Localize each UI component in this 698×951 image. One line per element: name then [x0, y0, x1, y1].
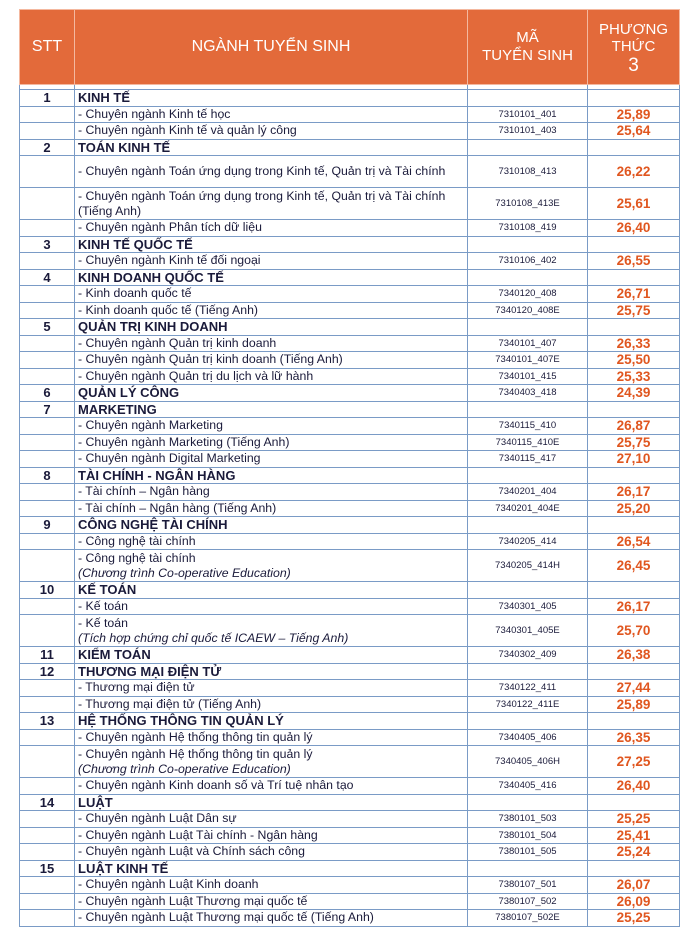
- row-program-name: - Chuyên ngành Kinh tế và quản lý công: [75, 123, 468, 140]
- row-stt: [20, 106, 75, 123]
- row-score: 25,33: [588, 368, 680, 385]
- row-program-name: THƯƠNG MẠI ĐIỆN TỬ: [75, 663, 468, 680]
- group-row: [20, 517, 680, 534]
- group-row: [20, 319, 680, 336]
- table-row: [20, 696, 680, 713]
- program-name-text: - Công nghệ tài chính: [78, 550, 196, 565]
- table-row: [20, 484, 680, 501]
- row-score: 27,25: [588, 746, 680, 778]
- row-stt: 13: [20, 713, 75, 730]
- row-code: 7310108_413E: [468, 188, 588, 220]
- row-program-name: KINH TẾ: [75, 90, 468, 107]
- row-stt: [20, 220, 75, 237]
- row-code: 7340201_404E: [468, 500, 588, 517]
- row-code: 7340403_418: [468, 385, 588, 402]
- group-row: [20, 139, 680, 156]
- group-row: [20, 582, 680, 599]
- row-score: 26,40: [588, 778, 680, 795]
- row-program-name: KINH DOANH QUỐC TẾ: [75, 269, 468, 286]
- row-code: 7340205_414: [468, 533, 588, 550]
- row-score: [588, 269, 680, 286]
- row-code: [468, 139, 588, 156]
- row-program-name: KINH TẾ QUỐC TẾ: [75, 236, 468, 253]
- row-score: 26,71: [588, 286, 680, 303]
- row-code: 7340122_411: [468, 680, 588, 697]
- row-code: 7380107_502: [468, 893, 588, 910]
- row-code: 7310106_402: [468, 253, 588, 270]
- row-code: 7340405_406H: [468, 746, 588, 778]
- row-code: [468, 663, 588, 680]
- row-program-name: - Chuyên ngành Luật và Chính sách công: [75, 844, 468, 861]
- table-row: [20, 615, 680, 647]
- row-program-name: - Chuyên ngành Luật Dân sự: [75, 811, 468, 828]
- row-stt: [20, 598, 75, 615]
- row-code: [468, 269, 588, 286]
- row-code: 7310108_413: [468, 156, 588, 188]
- row-program-name: TÀI CHÍNH - NGÂN HÀNG: [75, 467, 468, 484]
- row-score: 25,25: [588, 811, 680, 828]
- row-program-name: - Chuyên ngành Hệ thống thông tin quản lý: [75, 729, 468, 746]
- row-code: 7380101_505: [468, 844, 588, 861]
- table-row: [20, 811, 680, 828]
- row-stt: [20, 746, 75, 778]
- row-stt: [20, 302, 75, 319]
- table-row: [20, 778, 680, 795]
- table-row: [20, 302, 680, 319]
- group-row: [20, 647, 680, 664]
- row-program-name: - Chuyên ngành Toán ứng dụng trong Kinh tế, Quản trị và Tài chính (Tiếng Anh): [75, 188, 468, 220]
- row-code: 7340302_409: [468, 647, 588, 664]
- row-program-name: [75, 746, 468, 778]
- row-program-name: [75, 550, 468, 582]
- row-score: [588, 319, 680, 336]
- row-program-name: - Chuyên ngành Digital Marketing: [75, 451, 468, 468]
- row-score: 24,39: [588, 385, 680, 402]
- row-score: 26,33: [588, 335, 680, 352]
- row-code: 7310108_419: [468, 220, 588, 237]
- group-row: [20, 385, 680, 402]
- row-stt: 1: [20, 90, 75, 107]
- row-code: 7340115_410: [468, 418, 588, 435]
- row-score: 26,40: [588, 220, 680, 237]
- row-program-name: - Kế toán: [75, 598, 468, 615]
- row-program-name: - Chuyên ngành Luật Kinh doanh: [75, 877, 468, 894]
- header-stt: STT: [20, 10, 75, 85]
- group-row: [20, 401, 680, 418]
- row-code: 7340101_407: [468, 335, 588, 352]
- row-program-name: TOÁN KINH TẾ: [75, 139, 468, 156]
- table-row: [20, 220, 680, 237]
- row-program-name: - Chuyên ngành Luật Thương mại quốc tế: [75, 893, 468, 910]
- row-stt: 8: [20, 467, 75, 484]
- header-code: [468, 10, 588, 85]
- row-code: 7380101_504: [468, 827, 588, 844]
- row-score: 25,25: [588, 910, 680, 927]
- table-header: [20, 10, 680, 85]
- row-program-name: - Chuyên ngành Toán ứng dụng trong Kinh tế, Quản trị và Tài chính: [75, 156, 468, 188]
- admission-table-container: [19, 9, 679, 927]
- row-score: 26,45: [588, 550, 680, 582]
- table-row: [20, 434, 680, 451]
- row-score: 25,89: [588, 106, 680, 123]
- header-program-name: NGÀNH TUYỂN SINH: [75, 10, 468, 85]
- row-stt: 10: [20, 582, 75, 599]
- table-row: [20, 877, 680, 894]
- row-stt: [20, 910, 75, 927]
- program-name-text: - Kế toán: [78, 615, 128, 630]
- row-code: 7340205_414H: [468, 550, 588, 582]
- table-row: [20, 286, 680, 303]
- table-row: [20, 253, 680, 270]
- table-row: [20, 598, 680, 615]
- row-score: 26,17: [588, 598, 680, 615]
- table-row: [20, 729, 680, 746]
- header-method-line3: 3: [628, 54, 639, 76]
- row-program-name: - Chuyên ngành Luật Tài chính - Ngân hàng: [75, 827, 468, 844]
- table-row: [20, 106, 680, 123]
- row-stt: [20, 877, 75, 894]
- row-code: 7340120_408E: [468, 302, 588, 319]
- table-row: [20, 451, 680, 468]
- table-row: [20, 550, 680, 582]
- row-score: 26,35: [588, 729, 680, 746]
- row-score: 26,38: [588, 647, 680, 664]
- row-program-name: - Chuyên ngành Phân tích dữ liệu: [75, 220, 468, 237]
- row-code: 7380101_503: [468, 811, 588, 828]
- row-stt: [20, 778, 75, 795]
- row-code: [468, 582, 588, 599]
- table-row: [20, 533, 680, 550]
- row-program-name: [75, 615, 468, 647]
- row-program-name: KIỂM TOÁN: [75, 647, 468, 664]
- row-program-name: - Công nghệ tài chính: [75, 533, 468, 550]
- row-score: [588, 139, 680, 156]
- table-row: [20, 500, 680, 517]
- row-code: 7310101_401: [468, 106, 588, 123]
- row-code: 7380107_502E: [468, 910, 588, 927]
- row-stt: [20, 550, 75, 582]
- row-program-name: QUẢN LÝ CÔNG: [75, 385, 468, 402]
- row-program-name: - Chuyên ngành Marketing (Tiếng Anh): [75, 434, 468, 451]
- group-row: [20, 236, 680, 253]
- row-stt: [20, 123, 75, 140]
- table-row: [20, 352, 680, 369]
- table-row: [20, 893, 680, 910]
- row-program-name: - Kinh doanh quốc tế (Tiếng Anh): [75, 302, 468, 319]
- row-program-name: - Tài chính – Ngân hàng (Tiếng Anh): [75, 500, 468, 517]
- row-stt: [20, 335, 75, 352]
- row-score: 25,41: [588, 827, 680, 844]
- row-stt: 5: [20, 319, 75, 336]
- row-code: 7340405_406: [468, 729, 588, 746]
- row-program-name: KẾ TOÁN: [75, 582, 468, 599]
- row-score: [588, 517, 680, 534]
- row-stt: [20, 434, 75, 451]
- row-score: 26,54: [588, 533, 680, 550]
- row-program-name: - Chuyên ngành Quản trị kinh doanh (Tiếng Anh): [75, 352, 468, 369]
- row-stt: [20, 418, 75, 435]
- table-row: [20, 910, 680, 927]
- group-row: [20, 467, 680, 484]
- row-stt: [20, 827, 75, 844]
- table-row: [20, 156, 680, 188]
- row-stt: 4: [20, 269, 75, 286]
- row-stt: [20, 844, 75, 861]
- row-stt: [20, 352, 75, 369]
- row-code: [468, 860, 588, 877]
- row-program-name: QUẢN TRỊ KINH DOANH: [75, 319, 468, 336]
- row-code: [468, 794, 588, 811]
- row-stt: [20, 484, 75, 501]
- row-score: 25,75: [588, 434, 680, 451]
- row-code: [468, 236, 588, 253]
- row-program-name: - Chuyên ngành Quản trị du lịch và lữ hành: [75, 368, 468, 385]
- row-stt: [20, 500, 75, 517]
- table-row: [20, 123, 680, 140]
- row-stt: 12: [20, 663, 75, 680]
- row-score: 25,20: [588, 500, 680, 517]
- row-score: [588, 582, 680, 599]
- row-score: 27,44: [588, 680, 680, 697]
- header-code-line2: TUYỂN SINH: [482, 47, 573, 64]
- row-program-name: - Kinh doanh quốc tế: [75, 286, 468, 303]
- program-name-text: - Chuyên ngành Hệ thống thông tin quản lý: [78, 746, 313, 761]
- row-score: [588, 860, 680, 877]
- row-score: 26,17: [588, 484, 680, 501]
- row-score: 25,75: [588, 302, 680, 319]
- row-score: 25,24: [588, 844, 680, 861]
- row-stt: [20, 368, 75, 385]
- row-stt: 11: [20, 647, 75, 664]
- row-code: [468, 319, 588, 336]
- row-stt: [20, 253, 75, 270]
- header-method-line1: PHƯƠNG: [598, 20, 668, 38]
- admission-score-table: [19, 9, 680, 927]
- row-code: [468, 467, 588, 484]
- row-stt: 6: [20, 385, 75, 402]
- program-note-text: (Chương trình Co-operative Education): [78, 761, 291, 776]
- row-code: 7340122_411E: [468, 696, 588, 713]
- row-score: [588, 236, 680, 253]
- row-stt: [20, 156, 75, 188]
- row-stt: [20, 729, 75, 746]
- row-code: 7340101_415: [468, 368, 588, 385]
- group-row: [20, 713, 680, 730]
- group-row: [20, 794, 680, 811]
- program-note-text: (Tích hợp chứng chỉ quốc tế ICAEW – Tiếng Anh): [78, 630, 349, 645]
- program-note-text: (Chương trình Co-operative Education): [78, 565, 291, 580]
- row-program-name: HỆ THỐNG THÔNG TIN QUẢN LÝ: [75, 713, 468, 730]
- row-code: 7340405_416: [468, 778, 588, 795]
- row-score: 26,22: [588, 156, 680, 188]
- row-stt: [20, 451, 75, 468]
- row-program-name: - Chuyên ngành Kinh doanh số và Trí tuệ nhân tạo: [75, 778, 468, 795]
- row-score: [588, 663, 680, 680]
- header-code-line1: MÃ: [516, 29, 539, 46]
- header-method: [588, 10, 680, 85]
- row-score: 25,70: [588, 615, 680, 647]
- row-code: 7340101_407E: [468, 352, 588, 369]
- table-row: [20, 335, 680, 352]
- row-code: 7340301_405E: [468, 615, 588, 647]
- group-row: [20, 90, 680, 107]
- row-stt: [20, 188, 75, 220]
- row-code: 7340115_410E: [468, 434, 588, 451]
- row-code: 7340301_405: [468, 598, 588, 615]
- row-stt: [20, 893, 75, 910]
- row-program-name: - Thương mại điện tử: [75, 680, 468, 697]
- row-program-name: - Chuyên ngành Marketing: [75, 418, 468, 435]
- group-row: [20, 860, 680, 877]
- row-stt: [20, 286, 75, 303]
- row-program-name: - Chuyên ngành Kinh tế đối ngoại: [75, 253, 468, 270]
- row-stt: 3: [20, 236, 75, 253]
- row-score: 25,89: [588, 696, 680, 713]
- table-row: [20, 746, 680, 778]
- row-code: 7340115_417: [468, 451, 588, 468]
- row-stt: 15: [20, 860, 75, 877]
- row-code: [468, 401, 588, 418]
- row-program-name: - Chuyên ngành Kinh tế học: [75, 106, 468, 123]
- table-row: [20, 418, 680, 435]
- row-score: [588, 90, 680, 107]
- row-code: [468, 517, 588, 534]
- group-row: [20, 663, 680, 680]
- row-code: 7310101_403: [468, 123, 588, 140]
- row-score: 26,55: [588, 253, 680, 270]
- row-stt: 9: [20, 517, 75, 534]
- row-program-name: - Thương mại điện tử (Tiếng Anh): [75, 696, 468, 713]
- row-stt: 7: [20, 401, 75, 418]
- row-stt: 14: [20, 794, 75, 811]
- row-program-name: MARKETING: [75, 401, 468, 418]
- row-score: 25,64: [588, 123, 680, 140]
- row-stt: [20, 811, 75, 828]
- group-row: [20, 269, 680, 286]
- row-score: 26,07: [588, 877, 680, 894]
- row-code: [468, 713, 588, 730]
- row-stt: [20, 533, 75, 550]
- row-score: 26,09: [588, 893, 680, 910]
- row-program-name: CÔNG NGHỆ TÀI CHÍNH: [75, 517, 468, 534]
- row-score: 27,10: [588, 451, 680, 468]
- row-score: 25,61: [588, 188, 680, 220]
- row-code: [468, 90, 588, 107]
- row-code: 7340120_408: [468, 286, 588, 303]
- row-stt: [20, 696, 75, 713]
- row-program-name: LUẬT: [75, 794, 468, 811]
- row-score: [588, 467, 680, 484]
- row-program-name: - Tài chính – Ngân hàng: [75, 484, 468, 501]
- table-row: [20, 188, 680, 220]
- row-program-name: - Chuyên ngành Quản trị kinh doanh: [75, 335, 468, 352]
- header-method-line2: THỨC: [611, 37, 656, 55]
- row-stt: [20, 615, 75, 647]
- row-program-name: LUẬT KINH TẾ: [75, 860, 468, 877]
- row-score: [588, 794, 680, 811]
- table-body: [20, 85, 680, 927]
- row-score: [588, 713, 680, 730]
- row-stt: 2: [20, 139, 75, 156]
- table-row: [20, 844, 680, 861]
- row-code: 7340201_404: [468, 484, 588, 501]
- row-code: 7380107_501: [468, 877, 588, 894]
- row-stt: [20, 680, 75, 697]
- row-score: 25,50: [588, 352, 680, 369]
- table-row: [20, 827, 680, 844]
- row-score: 26,87: [588, 418, 680, 435]
- row-score: [588, 401, 680, 418]
- table-row: [20, 368, 680, 385]
- table-row: [20, 680, 680, 697]
- row-program-name: - Chuyên ngành Luật Thương mại quốc tế (Tiếng Anh): [75, 910, 468, 927]
